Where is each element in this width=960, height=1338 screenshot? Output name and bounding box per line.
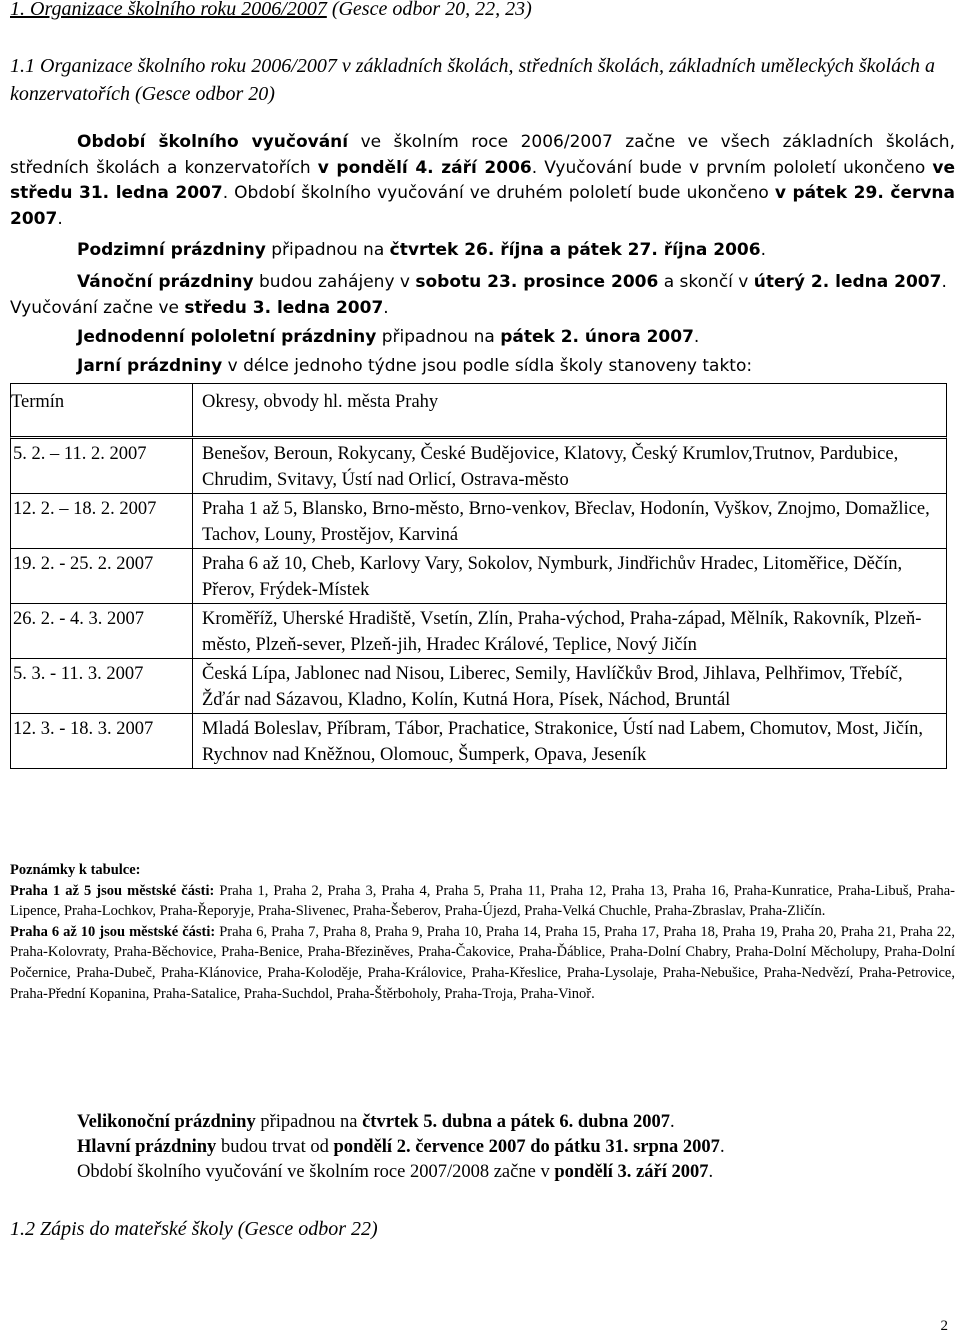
intro-p4-t1: připadnou na [376, 327, 501, 347]
intro-p3-b4: úterý 2. ledna 2007 [753, 272, 942, 292]
row-date: 5. 2. – 11. 2. 2007 [13, 444, 147, 464]
notes-title [10, 860, 955, 881]
intro-p2-t3: . [760, 240, 766, 260]
row-date: 5. 3. - 11. 3. 2007 [13, 664, 144, 684]
final-paragraphs [77, 1110, 725, 1185]
column-divider [192, 714, 193, 768]
final-l1-b2: čtvrtek 5. dubna a pátek 6. dubna 2007 [362, 1112, 670, 1132]
intro-p5-b0: Jarní prázdniny [77, 356, 223, 376]
notes-title-text: Poznámky k tabulce: [10, 862, 141, 878]
final-l2-t3: . [719, 1137, 725, 1157]
intro-paragraph-christmas [10, 270, 955, 321]
next-school-year [77, 1160, 725, 1185]
intro-p1-t5: . Období školního vyučování ve druhém pololetí bude ukončeno [222, 183, 775, 203]
easter-holidays [77, 1110, 725, 1135]
row-date: 19. 2. - 25. 2. 2007 [13, 554, 154, 574]
section-heading-1-1: 1.1 Organizace školního roku 2006/2007 v základních školách, středních školách, základních uměleckých školách a konzervatořích (Gesce odbor 20) [10, 55, 935, 105]
final-l2-b2: pondělí 2. července 2007 do pátku 31. srpna 2007 [333, 1137, 720, 1157]
table-row [10, 714, 947, 769]
notes-praha-6-10 [10, 922, 955, 1004]
intro-p3-t3: a skončí v [658, 272, 754, 292]
spring-holidays-table [10, 383, 947, 769]
notes-praha-1-5 [10, 881, 955, 922]
final-l1-b0: Velikonoční prázdniny [77, 1112, 256, 1132]
column-divider [192, 549, 193, 603]
notes-n1-text: Praha 1, Praha 2, Praha 3, Praha 4, Praha 5, Praha 11, Praha 12, Praha 13, Praha 16, Praha-Kunratice, Praha-Libuš, Praha-Lipence, Praha-Lochkov, Praha-Řeporyje, Praha-Slivenec, Praha-Šeberov, Praha-Újezd, Praha-Velká Chuchle, Praha-Zbraslav, Praha-Zličín. [10, 882, 955, 920]
final-l1-t1: připadnou na [255, 1112, 363, 1132]
final-l3-b1: pondělí 3. září 2007 [554, 1162, 709, 1182]
intro-p1-t1: ve školním roce 2006/2007 začne ve všech základních školách, středních školách a konzervatořích [10, 132, 955, 178]
summer-holidays [77, 1135, 725, 1160]
notes-n1-label: Praha 1 až 5 jsou městské části: [10, 882, 215, 899]
intro-paragraph-period [10, 130, 955, 232]
intro-p2-t1: připadnou na [265, 240, 390, 260]
final-l2-t1: budou trvat od [216, 1137, 334, 1157]
final-l3-t2: . [708, 1162, 714, 1182]
final-l1-t3: . [669, 1112, 675, 1132]
table-notes [10, 860, 955, 1004]
row-districts: Česká Lípa, Jablonec nad Nisou, Liberec, Semily, Havlíčkův Brod, Jihlava, Pelhřimov, Třebíč, Žďár nad Sázavou, Kladno, Kolín, Kutná Hora, Písek, Náchod, Bruntál [202, 664, 903, 710]
section-heading-1-main: 1. Organizace školního roku 2006/2007 [10, 0, 327, 20]
section-heading-1-2: 1.2 Zápis do mateřské školy (Gesce odbor 22) [10, 1218, 378, 1240]
notes-n2-text: Praha 6, Praha 7, Praha 8, Praha 9, Praha 10, Praha 14, Praha 15, Praha 17, Praha 18, Praha 19, Praha 20, Praha 21, Praha 22, Praha-Kolovraty, Praha-Běchovice, Praha-Benice, Praha-Březiněves, Praha-Čakovice, Praha-Ďáblice, Praha-Dolní Chabry, Praha-Dolní Měcholupy, Praha-Dolní Počernice, Praha-Dubeč, Praha-Klánovice, Praha-Koloděje, Praha-Královice, Praha-Křeslice, Praha-Lysolaje, Praha-Nebušice, Praha-Nedvězí, Praha-Petrovice, Praha-Přední Kopanina, Praha-Satalice, Praha-Suchdol, Praha-Štěrboholy, Praha-Troja, Praha-Vinoř. [10, 923, 955, 1002]
intro-p4-b0: Jednodenní pololetní prázdniny [77, 327, 377, 347]
table-header [10, 383, 947, 439]
intro-p1-t3: . Vyučování bude v prvním pololetí ukončeno [531, 157, 933, 178]
intro-p3-t7: . [383, 297, 389, 318]
row-districts: Mladá Boleslav, Příbram, Tábor, Prachatice, Strakonice, Ústí nad Labem, Chomutov, Most, Jičín, Rychnov nad Kněžnou, Olomouc, Šumperk, Opava, Jeseník [202, 719, 923, 765]
page-number: 2 [940, 1318, 948, 1334]
intro-paragraph-semester-break [77, 327, 699, 347]
table-row [10, 604, 947, 659]
intro-p1-b6: v pátek 29. června 2007 [10, 183, 956, 229]
intro-p4-b2: pátek 2. února 2007 [500, 327, 694, 347]
column-divider [192, 439, 193, 493]
intro-p2-b0: Podzimní prázdniny [77, 240, 266, 260]
intro-p3-b0: Vánoční prázdniny [77, 272, 254, 292]
intro-p3-t1: budou zahájeny v [253, 272, 416, 292]
row-districts: Benešov, Beroun, Rokycany, České Budějovice, Klatovy, Český Krumlov,Trutnov, Pardubice, Chrudim, Svitavy, Ústí nad Orlicí, Ostrava-město [202, 444, 899, 490]
row-date: 12. 3. - 18. 3. 2007 [13, 719, 154, 739]
intro-p1-t7: . [57, 208, 63, 229]
table-row [10, 549, 947, 604]
table-row [10, 439, 947, 494]
intro-paragraph-autumn [77, 240, 766, 260]
intro-p1-b2: v pondělí 4. září 2006 [317, 157, 532, 178]
intro-p4-t3: . [693, 327, 700, 347]
intro-paragraph-spring [77, 356, 752, 376]
row-date: 26. 2. - 4. 3. 2007 [13, 609, 145, 629]
row-date: 12. 2. – 18. 2. 2007 [13, 499, 157, 519]
intro-p1-b4: ve středu 31. ledna 2007 [10, 157, 955, 203]
final-l2-b0: Hlavní prázdniny [77, 1137, 217, 1157]
table-row [10, 659, 947, 714]
header-term: Termín [11, 392, 65, 412]
column-divider [192, 659, 193, 713]
intro-p3-b6: středu 3. ledna 2007 [184, 297, 384, 318]
notes-n2-label: Praha 6 až 10 jsou městské části: [10, 923, 216, 940]
intro-p2-b2: čtvrtek 26. října a pátek 27. října 2006 [389, 240, 761, 260]
row-districts: Praha 1 až 5, Blansko, Brno-město, Brno-venkov, Břeclav, Hodonín, Vyškov, Znojmo, Domažlice, Tachov, Louny, Prostějov, Karviná [202, 499, 930, 545]
final-l3-t0: Období školního vyučování ve školním roce 2007/2008 začne v [77, 1162, 555, 1182]
table-row [10, 494, 947, 549]
column-divider [192, 384, 193, 436]
intro-p5-t1: v délce jednoho týdne jsou podle sídla školy stanoveny takto: [222, 356, 753, 376]
header-districts: Okresy, obvody hl. města Prahy [202, 392, 439, 412]
section-heading-1-gesce: (Gesce odbor 20, 22, 23) [326, 0, 532, 20]
row-districts: Kroměříž, Uherské Hradiště, Vsetín, Zlín, Praha-východ, Praha-západ, Mělník, Rakovník, Plzeň-město, Plzeň-sever, Plzeň-jih, Hradec Králové, Teplice, Nový Jičín [202, 609, 922, 655]
column-divider [192, 604, 193, 658]
section-heading-1 [10, 0, 532, 21]
intro-p3-b2: sobotu 23. prosince 2006 [415, 272, 659, 292]
column-divider [192, 494, 193, 548]
row-districts: Praha 6 až 10, Cheb, Karlovy Vary, Sokolov, Nymburk, Jindřichův Hradec, Litoměřice, Děčín, Přerov, Frýdek-Místek [202, 554, 903, 600]
intro-p1-b0: Období školního vyučování [77, 132, 349, 152]
intro-p3-t5: . Vyučování začne ve [10, 272, 947, 318]
